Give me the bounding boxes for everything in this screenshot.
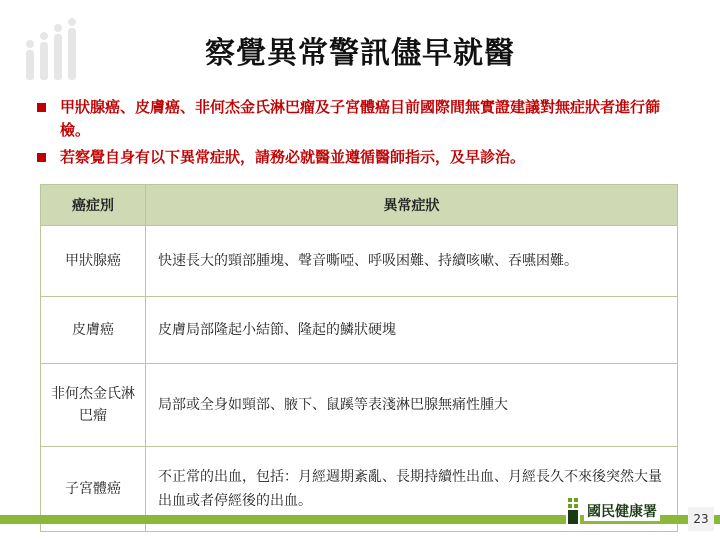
symptoms-cell: 不正常的出血，包括：月經週期紊亂、長期持續性出血、月經長久不來後突然大量出血或者停經後的出血。: [146, 447, 678, 532]
bullet-text: 甲狀腺癌、皮膚癌、非何杰金氏淋巴瘤及子宮體癌目前國際間無實證建議對無症狀者進行篩檢。: [60, 98, 661, 139]
symptoms-cell: 皮膚局部隆起小結節、隆起的鱗狀硬塊: [146, 297, 678, 364]
table-row: [41, 226, 678, 297]
bullet-square-icon: [37, 103, 46, 112]
symptoms-cell: 快速長大的頸部腫塊、聲音嘶啞、呼吸困難、持續咳嗽、吞嚥困難。: [146, 226, 678, 297]
bullet-item: [34, 146, 684, 169]
hpa-logo-icon: [562, 496, 584, 526]
cancer-cell: 皮膚癌: [41, 297, 146, 364]
table-header-row: [41, 185, 678, 226]
cancer-cell: 子宮體癌: [41, 447, 146, 532]
cancer-cell: 甲狀腺癌: [41, 226, 146, 297]
org-name: 國民健康署: [584, 501, 660, 521]
bullet-item: [34, 96, 684, 142]
page-title: 察覺異常警訊儘早就醫: [205, 36, 515, 71]
table-row: [41, 297, 678, 364]
symptoms-table: [40, 184, 678, 532]
page-number: 23: [688, 507, 714, 531]
column-header-cancer: 癌症別: [41, 185, 146, 226]
bullet-text: 若察覺自身有以下異常症狀，請務必就醫並遵循醫師指示，及早診治。: [60, 148, 526, 166]
bullet-list: [34, 96, 684, 173]
org-logo: [562, 496, 660, 526]
column-header-symptoms: 異常症狀: [146, 185, 678, 226]
table-row: [41, 364, 678, 447]
cancer-cell: 非何杰金氏淋巴瘤: [41, 364, 146, 447]
symptoms-cell: 局部或全身如頸部、腋下、鼠蹊等表淺淋巴腺無痛性腫大: [146, 364, 678, 447]
bullet-square-icon: [37, 153, 46, 162]
